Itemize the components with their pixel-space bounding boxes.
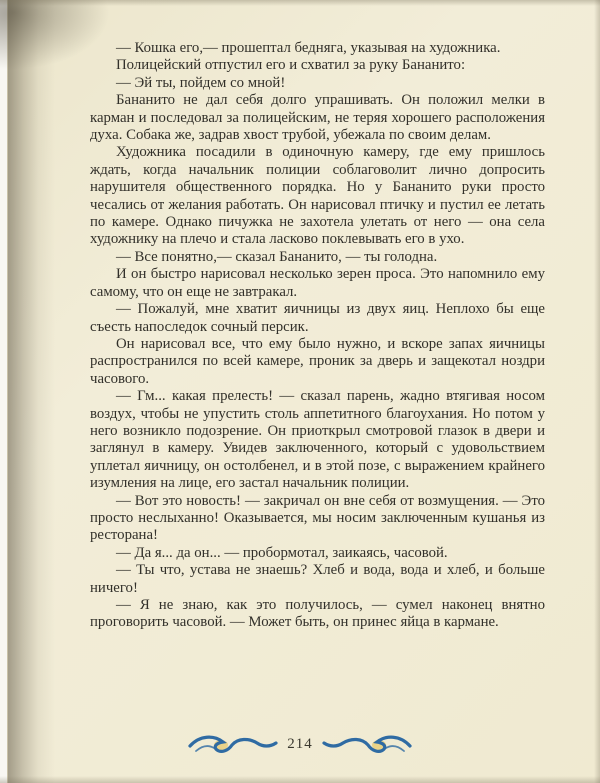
paragraph: Бананито не дал себя долго упрашивать. Он положил мелки в карман и последовал за полицейским, не теряя хорошего расположения духа. Собака же, задрав хвост трубой, убежала по своим делам. [90,92,545,144]
scan-edge-right [594,0,600,783]
paragraph: — Вот это новость! — закричал он вне себя от возмущения. — Это просто неслыханно! Оказывается, мы носим заключенным кушанья из ресторана! [90,492,545,544]
paragraph: — Кошка его,— прошептал бедняга, указывая на художника. [116,40,501,56]
paragraph: Он нарисовал все, что ему было нужно, и вскоре запах яичницы распространился по всей камере, проник за дверь и защекотал ноздри часового. [90,335,545,387]
paragraph: Художника посадили в одиночную камеру, где ему пришлось ждать, когда начальник полиции соблаговолит лично допросить нарушителя общественного порядка. Но у Бананито руки просто чесались от желания работать. Он нарисовал птичку и пустил ее летать по камере. Однако пичужка не захотела улетать от него — она села художнику на плечо и стала ласково поклевывать его в ухо. [90,144,545,248]
paragraph: Полицейский отпустил его и схватил за руку Бананито: [116,57,466,74]
paragraph: — Пожалуй, мне хватит яичницы из двух яиц. Неплохо бы еще съесть напоследок сочный персик. [90,301,545,335]
paragraph: — Гм... какая прелесть! — сказал парень, жадно втягивая носом воздух, чтобы не упустить столь аппетитного благоухания. Но потом у него возникло подозрение. Он приоткрыл смотровой глазок в двери и заглянул в камеру. Увидев заключенного, который с удовольствием уплетал яичницу, он остолбенел, и в этой позе, с выражением крайнего изумления на лице, его застал начальник полиции. [90,388,545,492]
paragraph: — Все понятно,— сказал Бананито, — ты голодна. [116,248,438,265]
scan-corner-shadow [0,0,110,70]
scan-edge-top [0,0,600,6]
scan-edge-bottom [0,776,600,783]
scan-edge-left [0,0,8,783]
page-number: 214 [287,735,313,752]
page-text [90,40,545,632]
ornament-left-icon [187,731,279,757]
paragraph: — Я не знаю, как это получилось, — сумел наконец внятно проговорить часовой. — Может быть, он принес яйца в кармане. [90,597,545,631]
paragraph: И он быстро нарисовал несколько зерен проса. Это напомнило ему самому, что он еще не завтракал. [90,266,545,300]
binding-gutter-shadow [7,0,55,783]
footer-ornament [0,731,600,757]
paragraph: — Да я... да он... — пробормотал, заикаясь, часовой. [116,544,448,561]
paragraph: — Эй ты, пойдем со мной! [116,74,286,91]
ornament-right-icon [321,731,413,757]
paragraph: — Ты что, устава не знаешь? Хлеб и вода, вода и хлеб, и больше ничего! [90,562,545,596]
